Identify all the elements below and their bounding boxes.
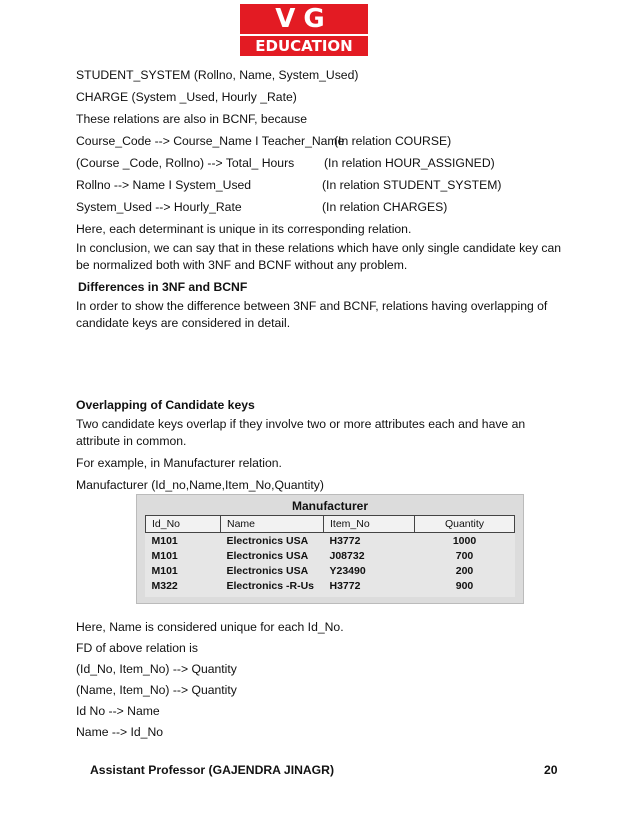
page-number: 20 — [544, 763, 558, 777]
fd-item: Id No --> Name — [76, 704, 160, 718]
fd-dependency: (Course _Code, Rollno) --> Total_ Hours — [76, 156, 295, 170]
table-body — [145, 515, 515, 597]
table-title: Manufacturer — [291, 499, 368, 513]
fd-relation: (In relation STUDENT_SYSTEM) — [322, 178, 502, 192]
fd-item: (Name, Item_No) --> Quantity — [76, 683, 237, 697]
table-row — [146, 563, 515, 578]
table-cell: H3772 — [329, 534, 361, 547]
fd-heading: FD of above relation is — [76, 641, 198, 655]
table-cell: M101 — [151, 534, 178, 547]
manufacturer-relation: Manufacturer (Id_no,Name,Item_No,Quantity) — [76, 478, 324, 492]
differences-paragraph: In order to show the difference between 3NF and BCNF, relations having overlapping of candidate keys are considered in detail. — [76, 299, 548, 330]
example-line: For example, in Manufacturer relation. — [76, 456, 282, 470]
table-cell: Y23490 — [329, 564, 366, 577]
conclusion-paragraph: In conclusion, we can say that in these relations which have only single candidate key can be normalized both with 3NF and BCNF without any problem. — [76, 241, 562, 272]
fd-relation: (In relation COURSE) — [334, 134, 452, 148]
fd-line — [76, 134, 452, 148]
table-cell: 700 — [455, 549, 474, 562]
student-system-relation: STUDENT_SYSTEM (Rollno, Name, System_Used) — [76, 68, 359, 82]
footer-author: Assistant Professor (GAJENDRA JINAGR) — [90, 763, 335, 777]
table-cell: Electronics USA — [226, 549, 309, 562]
fd-line — [76, 200, 448, 214]
manufacturer-table — [145, 515, 515, 593]
determinant-statement: Here, each determinant is unique in its corresponding relation. — [76, 222, 412, 236]
fd-dependency: Course_Code --> Course_Name I Teacher_Name — [76, 134, 345, 148]
table-cell: H3772 — [329, 579, 361, 592]
fd-relation: (In relation HOUR_ASSIGNED) — [324, 156, 495, 170]
fd-item: (Id_No, Item_No) --> Quantity — [76, 662, 237, 676]
fd-relation: (In relation CHARGES) — [322, 200, 448, 214]
table-cell: 900 — [455, 579, 474, 592]
name-unique-statement: Here, Name is considered unique for each Id_No. — [76, 620, 344, 634]
fd-item: Name --> Id_No — [76, 725, 164, 739]
table-cell: J08732 — [329, 549, 365, 562]
table-cell: 1000 — [452, 534, 477, 547]
column-header: Id_No — [146, 516, 221, 533]
vg-education-logo — [240, 4, 368, 56]
column-header: Quantity — [415, 516, 515, 533]
table-cell: M322 — [151, 579, 178, 592]
bcnf-statement: These relations are also in BCNF, because — [76, 112, 308, 126]
table-cell: Electronics USA — [226, 534, 309, 547]
table-header-row — [146, 516, 515, 533]
charge-relation: CHARGE (System _Used, Hourly _Rate) — [76, 90, 297, 104]
table-cell: 200 — [455, 564, 474, 577]
fd-dependency: System_Used --> Hourly_Rate — [76, 200, 242, 214]
differences-heading: Differences in 3NF and BCNF — [78, 280, 248, 294]
column-header: Item_No — [324, 516, 415, 533]
logo-vg-text: VG — [240, 4, 368, 34]
table-cell: M101 — [151, 564, 178, 577]
table-row — [146, 533, 515, 549]
table-cell: Electronics USA — [226, 564, 309, 577]
fd-line — [76, 156, 495, 170]
logo-education-text: EDUCATION — [240, 36, 368, 56]
table-row — [146, 548, 515, 563]
fd-dependency: Rollno --> Name I System_Used — [76, 178, 252, 192]
overlapping-paragraph: Two candidate keys overlap if they involve two or more attributes each and have an attribute in common. — [76, 417, 526, 448]
column-header: Name — [221, 516, 324, 533]
table-cell: Electronics -R-Us — [226, 579, 315, 592]
table-cell: M101 — [151, 549, 178, 562]
manufacturer-table-image — [136, 494, 524, 604]
overlapping-heading: Overlapping of Candidate keys — [76, 398, 255, 412]
table-row — [146, 578, 515, 593]
fd-line — [76, 178, 502, 192]
